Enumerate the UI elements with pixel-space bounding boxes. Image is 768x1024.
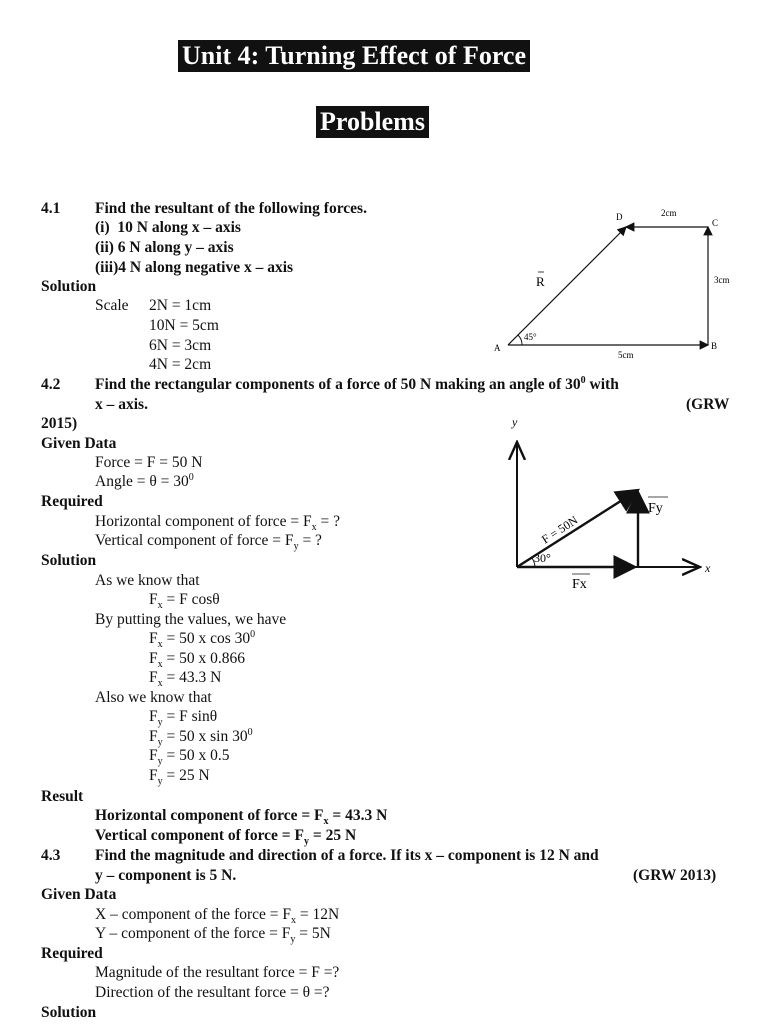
req-tail: = ?: [298, 532, 322, 549]
problem-number-4-1: 4.1: [41, 200, 61, 217]
problem-4-2-question-line2: x – axis.: [95, 396, 148, 413]
force-symbol: F: [149, 669, 158, 686]
subscript-x: x: [157, 639, 163, 651]
problem-4-2-source-year: 2015): [41, 415, 78, 432]
required-horizontal: [95, 512, 340, 532]
problem-4-2-source: (GRW: [686, 396, 730, 413]
bottom-length-label: 5cm: [618, 350, 634, 360]
problem-4-1-item: (ii) 6 N along y – axis: [95, 239, 234, 256]
subscript-x: x: [157, 600, 163, 612]
problem-4-3-question-line2: y – component is 5 N.: [95, 867, 237, 884]
angle-label: 30°: [534, 551, 551, 565]
fy-formula: [149, 707, 217, 727]
result-v-value: = 25 N: [309, 827, 357, 844]
given-force: Force = F = 50 N: [95, 454, 203, 471]
subscript-y: y: [157, 756, 163, 768]
required-magnitude: Magnitude of the resultant force = F =?: [95, 964, 340, 981]
force-symbol: F: [149, 747, 158, 764]
subscript-y: y: [290, 934, 296, 946]
required-label: Required: [41, 493, 103, 510]
x-axis-label: x: [705, 561, 711, 575]
fx-step-rhs: = 50 x cos 30: [162, 630, 251, 647]
force-label: F = 50N: [539, 512, 581, 547]
fx-step: [149, 668, 221, 688]
fy-label: Fy: [648, 501, 663, 516]
required-label: Required: [41, 945, 103, 962]
vertex-d-label: D: [616, 212, 623, 222]
scale-line: 2N = 1cm: [149, 297, 212, 314]
scale-label: Scale: [95, 297, 129, 314]
problem-4-3-source: (GRW 2013): [633, 867, 717, 884]
given-x-component: [95, 905, 339, 925]
subscript-y: y: [157, 776, 163, 788]
fy-formula-rhs: = F sinθ: [162, 708, 218, 725]
given-angle: [95, 472, 194, 492]
result-horizontal: [95, 806, 387, 826]
fy-step: [149, 727, 253, 747]
fy-step: [149, 746, 230, 766]
scale-line: 10N = 5cm: [149, 317, 219, 334]
also-we-know: Also we know that: [95, 689, 212, 706]
subscript-x: x: [157, 678, 163, 690]
degree-superscript: 0: [580, 374, 586, 386]
fy-step-rhs: = 50 x sin 30: [162, 728, 248, 745]
subscript-x: x: [311, 522, 317, 534]
req-v-text: Vertical component of force = F: [95, 532, 294, 549]
result-h-text: Horizontal component of force = F: [95, 807, 324, 824]
fx-label: Fx: [572, 577, 587, 592]
force-symbol: F: [149, 650, 158, 667]
problem-4-1-item: (i) 10 N along x – axis: [95, 219, 241, 236]
given-y-value: = 5N: [295, 925, 331, 942]
degree-superscript: 0: [188, 471, 194, 483]
given-data-label: Given Data: [41, 435, 117, 452]
required-vertical: [95, 531, 322, 551]
force-symbol: F: [149, 767, 158, 784]
force-symbol: F: [149, 591, 158, 608]
subscript-x: x: [323, 816, 329, 828]
problem-number-4-2: 4.2: [41, 376, 61, 393]
putting-values: By putting the values, we have: [95, 611, 287, 628]
fx-step: [149, 629, 255, 649]
fx-formula: [149, 590, 220, 610]
top-length-label: 2cm: [661, 208, 677, 218]
vertex-a-label: A: [494, 343, 501, 353]
given-x-text: X – component of the force = F: [95, 906, 291, 923]
section-title: Problems: [316, 106, 429, 138]
req-h-text: Horizontal component of force = F: [95, 513, 312, 530]
fy-step-rhs: = 50 x 0.5: [162, 747, 230, 764]
subscript-x: x: [290, 915, 296, 927]
fx-step: [149, 649, 245, 669]
given-y-component: [95, 924, 331, 944]
solution-label: Solution: [41, 278, 97, 295]
given-data-label: Given Data: [41, 886, 117, 903]
as-we-know: As we know that: [95, 572, 200, 589]
subscript-y: y: [157, 737, 163, 749]
result-label: Result: [41, 788, 84, 805]
result-h-value: = 43.3 N: [328, 807, 388, 824]
given-y-text: Y – component of the force = F: [95, 925, 291, 942]
question-text: Find the rectangular components of a force of 50 N making an angle of 30: [95, 376, 581, 393]
solution-label: Solution: [41, 552, 97, 569]
problem-number-4-3: 4.3: [41, 847, 61, 864]
req-tail: = ?: [316, 513, 341, 530]
angle-label: 45°: [524, 332, 537, 342]
problem-4-2-question: [95, 375, 619, 395]
subscript-x: x: [157, 659, 163, 671]
resultant-arrow: [508, 227, 626, 345]
result-vertical: [95, 826, 356, 846]
scale-line: 6N = 3cm: [149, 337, 212, 354]
vertex-b-label: B: [711, 341, 718, 351]
subscript-y: y: [304, 836, 309, 848]
solution-label: Solution: [41, 1004, 97, 1021]
problem-4-3-question: Find the magnitude and direction of a force. If its x – component is 12 N and: [95, 847, 599, 864]
unit-title: Unit 4: Turning Effect of Force: [178, 40, 530, 72]
scale-line: 4N = 2cm: [149, 356, 212, 373]
fy-step: [149, 766, 210, 786]
question-tail: with: [585, 376, 619, 393]
force-symbol: F: [149, 708, 158, 725]
fx-step-rhs: = 43.3 N: [162, 669, 222, 686]
resultant-label: R: [536, 274, 545, 289]
right-length-label: 3cm: [714, 275, 730, 285]
force-symbol: F: [149, 630, 158, 647]
fx-step-rhs: = 50 x 0.866: [162, 650, 245, 667]
y-axis-label: y: [512, 415, 518, 429]
problem-4-1-question: Find the resultant of the following forces.: [95, 200, 367, 217]
resultant-force-diagram: [486, 200, 746, 365]
required-direction: Direction of the resultant force = θ =?: [95, 984, 330, 1001]
subscript-y: y: [157, 717, 163, 729]
fy-step-rhs: = 25 N: [162, 767, 210, 784]
angle-arc: [518, 335, 522, 345]
fx-formula-rhs: = F cosθ: [162, 591, 220, 608]
vertex-c-label: C: [712, 218, 719, 228]
degree-superscript: 0: [247, 726, 253, 738]
force-symbol: F: [149, 728, 158, 745]
subscript-y: y: [293, 541, 299, 553]
problem-4-1-item: (iii)4 N along negative x – axis: [95, 259, 294, 276]
degree-superscript: 0: [250, 628, 256, 640]
given-x-value: = 12N: [295, 906, 340, 923]
result-v-text: Vertical component of force = F: [95, 827, 304, 844]
rectangular-components-diagram: [500, 412, 730, 597]
given-angle-text: Angle = θ = 30: [95, 473, 189, 490]
